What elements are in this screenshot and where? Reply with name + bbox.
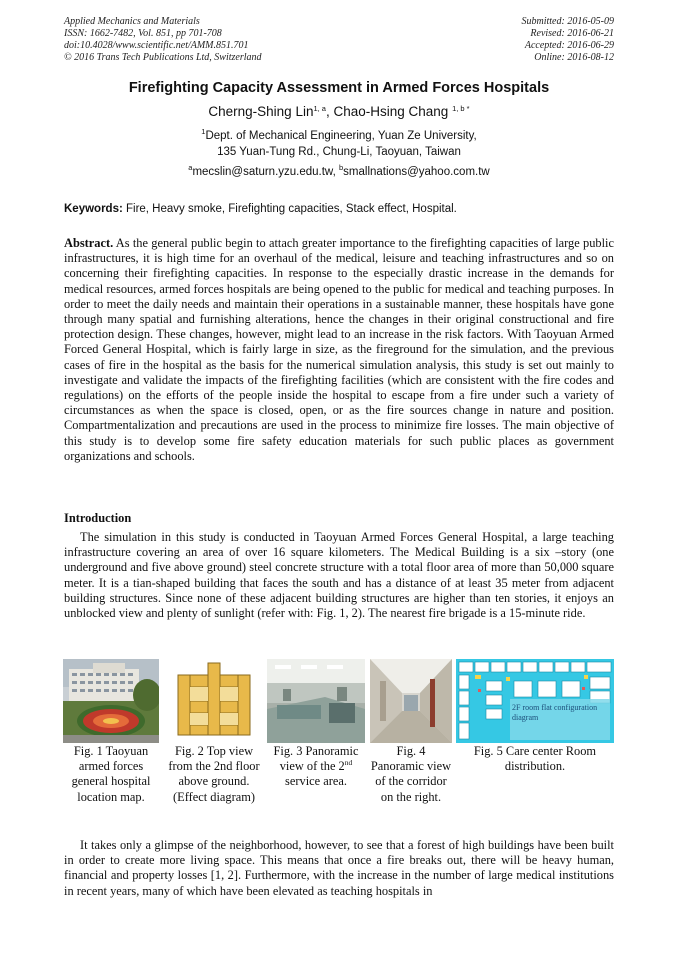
floor-plan-label: 2F room flat configuration diagram [512, 703, 598, 722]
author-2: Chao-Hsing Chang [333, 104, 449, 119]
figure-3 [267, 659, 365, 790]
online-date: Online: 2016-08-12 [534, 52, 614, 63]
figure-5 [456, 659, 614, 774]
affiliation-line-2: 135 Yuan-Tung Rd., Chung-Li, Taoyuan, Taiwan [217, 146, 461, 158]
keywords [64, 203, 624, 215]
figure-3-caption-end: service area. [285, 774, 347, 789]
intro-paragraph-2: It takes only a glimpse of the neighborhood, however, to see that a forest of high buildings have been built in order to create more living space. This means that once a fire breaks out, there will be heavy human, financial and property losses [1, 2]. Furthermore, with the increase in the number of large medical institutions in recent years, many of which have been elevated as teaching hospitals in [64, 838, 614, 898]
keywords-label: Keywords: [64, 203, 123, 215]
abstract-label: Abstract. [64, 236, 114, 250]
affiliation [0, 128, 678, 160]
author-1-marker: 1, a [313, 104, 326, 113]
figure-4 [370, 659, 452, 805]
email-a-marker: a [188, 163, 193, 172]
figure-3-caption-text: Fig. 3 Panoramic view of the 2 [273, 744, 359, 774]
floor-top-view-diagram [166, 659, 262, 743]
abstract [64, 236, 614, 464]
accepted-date: Accepted: 2016-06-29 [524, 40, 614, 51]
figure-1-caption: Fig. 1 Taoyuan armed forces general hospital location map. [71, 744, 151, 804]
figure-3-caption [267, 744, 365, 790]
figure-2-caption: Fig. 2 Top view from the 2nd floor above ground. (Effect diagram) [168, 744, 260, 804]
corridor-photo [370, 659, 452, 743]
author-list [0, 104, 678, 119]
journal-header [64, 16, 262, 64]
submitted-date: Submitted: 2016-05-09 [521, 16, 614, 27]
paper-title: Firefighting Capacity Assessment in Armed Forces Hospitals [128, 80, 550, 96]
email-separator: , [332, 166, 339, 178]
figure-5-caption: Fig. 5 Care center Room distribution. [473, 744, 597, 774]
author-1: Cherng-Shing Lin [208, 104, 314, 119]
doi-line: doi:10.4028/www.scientific.net/AMM.851.701 [64, 40, 249, 51]
figure-4-caption: Fig. 4 Panoramic view of the corridor on the right. [370, 744, 452, 804]
affiliation-marker: 1 [201, 127, 206, 136]
hospital-location-photo [63, 659, 159, 743]
section-heading-introduction: Introduction [64, 511, 132, 525]
affiliation-line-1: Dept. of Mechanical Engineering, Yuan Ze University, [205, 130, 477, 142]
care-center-room-diagram [456, 659, 614, 743]
dates-header [522, 16, 615, 64]
figure-1 [63, 659, 159, 805]
intro-paragraph-1: The simulation in this study is conducted in Taoyuan Armed Forces General Hospital, a large teaching infrastructure covering an area of over 16 square kilometers. The Medical Building is a six –story (one underground and five above ground) steel concrete structure with a total floor area of more than 50,000 square meter. It is a tian-shaped building that faces the south and has a distance of at least 35 meter from adjacent building structures. Since none of these adjacent building structures are higher than ten stories, it enjoys an unblocked view and plenty of sunlight (refer with: Fig. 1, 2). The nearest fire brigade is a 15-minute ride. [64, 530, 614, 621]
copyright-line: © 2016 Trans Tech Publications Ltd, Switzerland [64, 52, 262, 63]
author-separator: , [325, 104, 334, 119]
journal-name: Applied Mechanics and Materials [64, 16, 200, 27]
email-a: mecslin@saturn.yzu.edu.tw [192, 166, 333, 178]
issn-line: ISSN: 1662-7482, Vol. 851, pp 701-708 [64, 28, 222, 39]
author-2-marker: 1, b * [452, 104, 470, 113]
figure-2 [166, 659, 262, 805]
email-b-marker: b [339, 163, 344, 172]
email-b: smallnations@yahoo.com.tw [343, 166, 490, 178]
figure-3-caption-sup: nd [344, 758, 353, 768]
email-line [0, 163, 678, 178]
revised-date: Revised: 2016-06-21 [530, 28, 614, 39]
abstract-text: As the general public begin to attach greater importance to the firefighting capacities of large public infrastructures, it is high time for an overhaul of the medical, leisure and teaching infrastructures and so on concerning their firefighting capacities. In response to the especially drastic increase in the demands for medical resources, armed forces hospitals are being opened to the public for medical and teaching purposes. In order to meet the daily needs and maintain their operations in a sustainable manner, these hospitals have gone through many spatial and furnishing alterations, hence the changes in their original constructional and fire protection design. These changes, however, might lead to an increase in the risk factors. With Taoyuan Armed Forced General Hospital, which is fairly large in size, as the fireground for the simulation, and the previous cases of fire in the hospital as the basis for the numerical simulation analysis, this study is set out mainly to investigate and validate the impacts of the firefighting facilities (which are consistent with the fire codes and regulations) on the efforts of the people inside the hospital to escape from a fire under such a variety of circumstances as when the space is closed, open, or as the fire sources change in nature and position. Compartmentalization and precautions are used in the process to minimize fire losses. The main objective of this study is to develop some fire safety education materials for such public places as government organizations and schools. [64, 236, 614, 463]
keywords-text: Fire, Heavy smoke, Firefighting capacities, Stack effect, Hospital. [122, 203, 457, 215]
service-area-photo [267, 659, 365, 743]
